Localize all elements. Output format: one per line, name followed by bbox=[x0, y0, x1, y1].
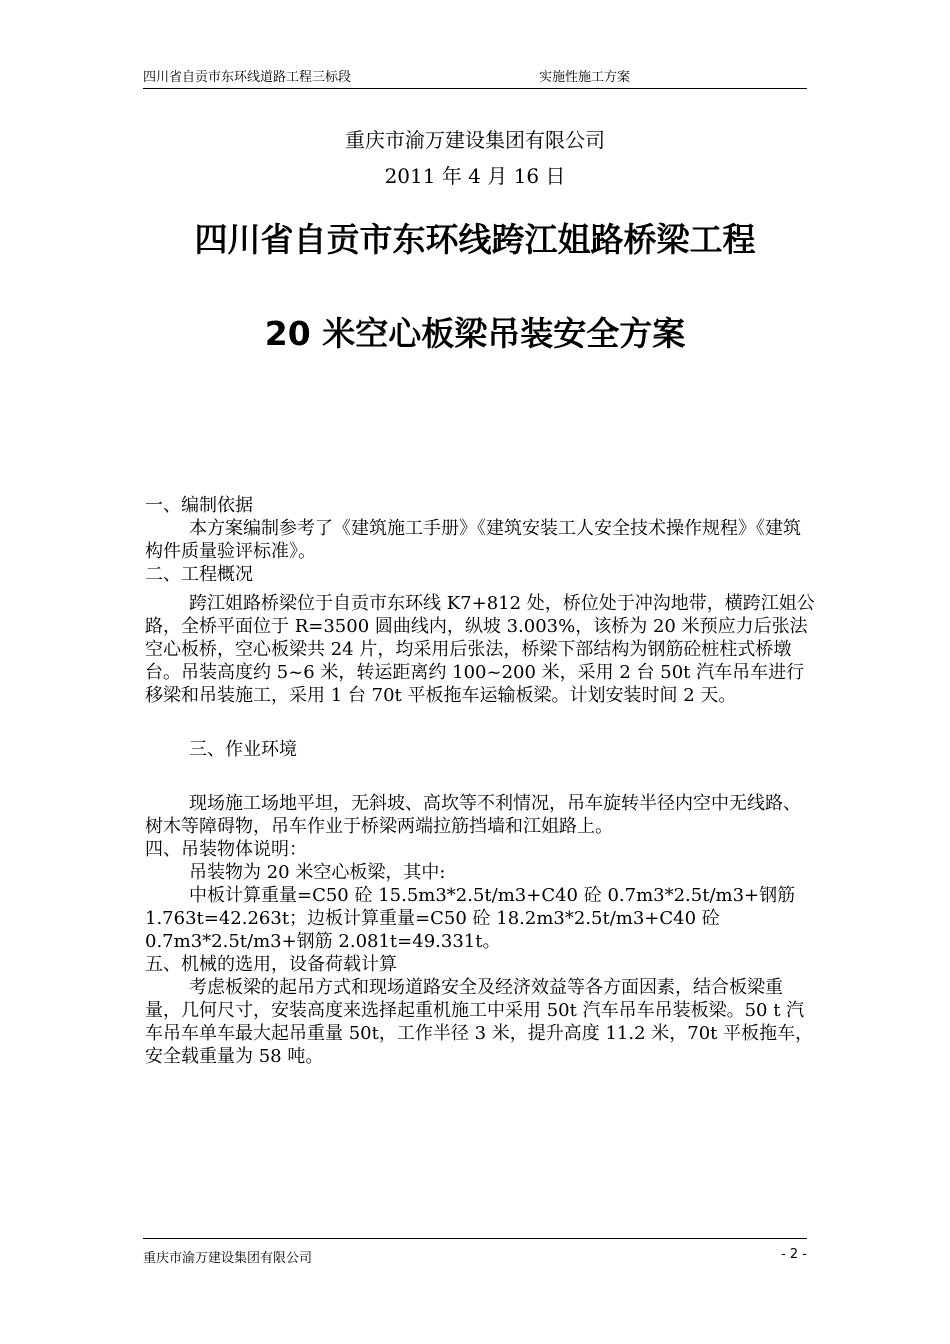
page-footer bbox=[143, 1238, 807, 1265]
page-number: - 2 - bbox=[781, 1247, 807, 1262]
section-heading-5: 五、机械的选用，设备荷载计算 bbox=[145, 954, 397, 975]
header-project-name: 四川省自贡市东环线道路工程三标段 bbox=[143, 70, 352, 85]
section-paragraph-1: 本方案编制参考了《建筑施工手册》《建筑安装工人安全技术操作规程》《建筑构件质量验评标准》。 bbox=[145, 518, 801, 562]
page-header bbox=[143, 64, 807, 89]
section-paragraph-4b: 中板计算重量=C50 砼 15.5m3*2.5t/m3+C40 砼 0.7m3*2.5t/m3+钢筋 1.763t=42.263t；边板计算重量=C50 砼 18.2m3*2.5t/m3+C40 砼 0.7m3*2.5t/m3+钢筋 2.081t=49.331t。 bbox=[145, 885, 796, 952]
section-paragraph-5: 考虑板梁的起吊方式和现场道路安全及经济效益等各方面因素，结合板梁重量，几何尺寸，安装高度来选择起重机施工中采用 50t 汽车吊车吊装板梁。50 t 汽车吊车单车最大起吊重量 50t，工作半径 3 米，提升高度 11.2 米，70t 平板拖车，安全载重量为 58 吨。 bbox=[145, 977, 814, 1067]
section-heading-1: 一、编制依据 bbox=[145, 495, 253, 516]
header-doc-type: 实施性施工方案 bbox=[539, 70, 631, 85]
company-name: 重庆市渝万建设集团有限公司 bbox=[345, 128, 605, 152]
footer-company: 重庆市渝万建设集团有限公司 bbox=[143, 1251, 313, 1266]
section-paragraph-2: 跨江姐路桥梁位于自贡市东环线 K7+812 处，桥位处于冲沟地带，横跨江姐公路，全桥平面位于 R=3500 圆曲线内，纵坡 3.003%，该桥为 20 米预应力后张法空心板桥，空心板梁共 24 片，均采用后张法，桥梁下部结构为钢筋砼桩柱式桥墩台。吊装高度约 5~6 米，转运距离约 100~200 米，采用 2 台 50t 汽车吊车进行移梁和吊装施工，采用 1 台 70t 平板拖车运输板梁。计划安装时间 2 天。 bbox=[145, 593, 815, 706]
document-title-line1: 四川省自贡市东环线跨江姐路桥梁工程 bbox=[194, 220, 756, 259]
document-title-line2: 20 米空心板梁吊装安全方案 bbox=[264, 314, 686, 353]
section-heading-3: 三、作业环境 bbox=[189, 739, 297, 760]
section-paragraph-4a: 吊装物为 20 米空心板梁，其中: bbox=[189, 862, 446, 883]
section-heading-4: 四、吊装物体说明： bbox=[145, 839, 307, 860]
section-heading-2: 二、工程概况 bbox=[145, 564, 253, 585]
section-paragraph-3: 现场施工场地平坦，无斜坡、高坎等不利情况，吊车旋转半径内空中无线路、树木等障碍物，吊车作业于桥梁两端拉筋挡墙和江姐路上。 bbox=[145, 793, 801, 837]
document-body bbox=[145, 494, 815, 1068]
document-date: 2011 年 4 月 16 日 bbox=[384, 164, 566, 188]
